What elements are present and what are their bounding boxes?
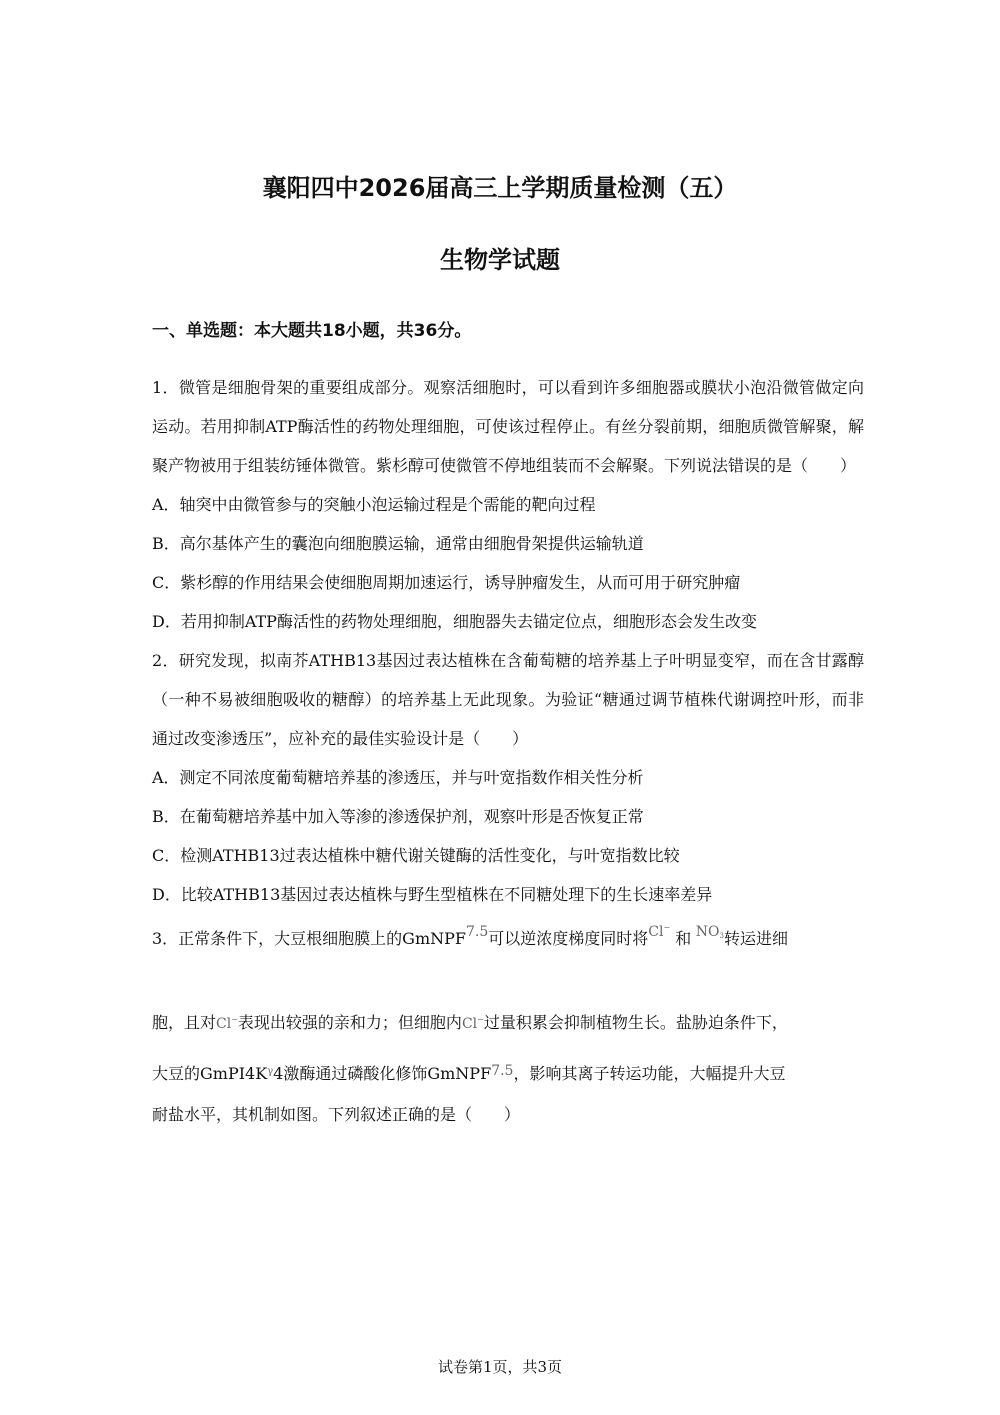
chem-symbol: NO — [695, 924, 720, 940]
stem-text: 可以逆浓度梯度同时将 — [488, 929, 649, 948]
chloride-ion — [462, 1016, 484, 1032]
chem-symbol: Cl — [648, 924, 664, 940]
question-stem-line-4: 耐盐水平，其机制如图。下列叙述正确的是（ ） — [152, 1105, 521, 1124]
subscript-7-5: 7.5 — [466, 924, 489, 940]
question-stem: 1．微管是细胞骨架的重要组成部分。观察活细胞时，可以看到许多细胞器或膜状小泡沿微管做定向运动。若用抑制ATP酶活性的药物处理细胞，可使该过程停止。有丝分裂前期，细胞质微管解聚，解聚产物被用于组装纺锤体微管。紫杉醇可使微管不停地组装而不会解聚。下列说法错误的是（ ） — [152, 378, 864, 475]
stem-text: 表现出较强的亲和力；但细胞内 — [237, 1013, 462, 1032]
stem-text: 转运进细 — [723, 929, 788, 948]
option-d: D．若用抑制ATP酶活性的药物处理细胞，细胞器失去锚定位点，细胞形态会发生改变 — [152, 612, 757, 631]
subscript-3: 3 — [719, 932, 724, 940]
chloride-ion — [216, 1016, 238, 1032]
question-1 — [152, 368, 864, 641]
chem-symbol: Cl — [461, 1016, 478, 1032]
chloride-ion — [648, 924, 670, 940]
question-stem-line-1 — [152, 914, 864, 964]
question-3 — [152, 914, 864, 1134]
stem-text: 和 — [670, 929, 692, 948]
charge-sign: − — [663, 923, 671, 932]
option-c: C．紫杉醇的作用结果会使细胞周期加速运行，诱导肿瘤发生，从而可用于研究肿瘤 — [152, 573, 741, 592]
charge-sign: − — [231, 1015, 238, 1024]
subscript-7-5: 7.5 — [491, 1063, 514, 1079]
stem-text: 大豆的GmPI4K — [152, 1064, 268, 1083]
gamma-symbol: γ — [267, 1066, 274, 1077]
nitrate-ion — [691, 924, 724, 940]
question-stem: 2．研究发现，拟南芥ATHB13基因过表达植株在含葡萄糖的培养基上子叶明显变窄，而在含甘露醇（一种不易被细胞吸收的糖醇）的培养基上无此现象。为验证“糖通过调节植株代谢调控叶形，而非通过改变渗透压”，应补充的最佳实验设计是（ ） — [152, 651, 864, 748]
stem-text: 胞，且对 — [152, 1013, 217, 1032]
question-stem-line-3 — [152, 1052, 864, 1095]
page-footer: 试卷第1页，共3页 — [437, 1358, 563, 1376]
option-a: A．轴突中由微管参与的突触小泡运输过程是个需能的靶向过程 — [152, 495, 596, 514]
option-c: C．检测ATHB13过表达植株中糖代谢关键酶的活性变化，与叶宽指数比较 — [152, 846, 680, 865]
exam-title: 襄阳四中2026届高三上学期质量检测（五） — [262, 174, 738, 202]
question-stem-line-2 — [152, 1000, 864, 1044]
option-b: B．在葡萄糖培养基中加入等渗的渗透保护剂，观察叶形是否恢复正常 — [152, 807, 644, 826]
option-a: A．测定不同浓度葡萄糖培养基的渗透压，并与叶宽指数作相关性分析 — [152, 768, 644, 787]
charge-sign: − — [477, 1015, 484, 1024]
option-d: D．比较ATHB13基因过表达植株与野生型植株在不同糖处理下的生长速率差异 — [152, 885, 713, 904]
question-list — [152, 368, 864, 1134]
chem-symbol: Cl — [216, 1016, 232, 1032]
stem-text: 过量积累会抑制植物生长。盐胁迫条件下， — [483, 1013, 788, 1032]
section-heading: 一、单选题：本大题共18小题，共36分。 — [152, 321, 472, 341]
stem-text: ，影响其离子转运功能，大幅提升大豆 — [513, 1064, 786, 1083]
question-2 — [152, 641, 864, 914]
option-b: B．高尔基体产生的囊泡向细胞膜运输，通常由细胞骨架提供运输轨道 — [152, 534, 644, 553]
stem-text: 4激酶通过磷酸化修饰GmNPF — [273, 1064, 492, 1083]
stem-text: 3．正常条件下，大豆根细胞膜上的GmNPF — [152, 929, 467, 948]
exam-subtitle: 生物学试题 — [440, 246, 560, 274]
